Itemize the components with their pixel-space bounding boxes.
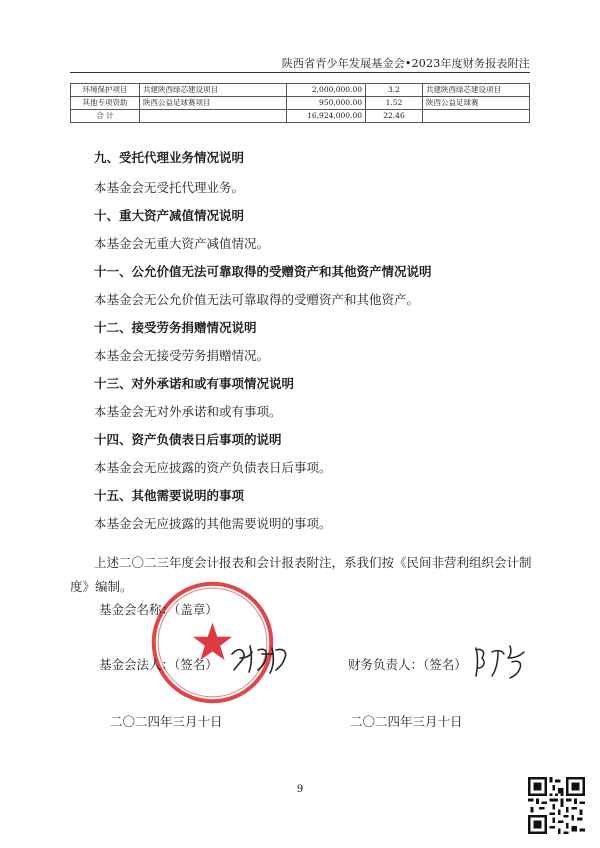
legal-rep-label: 基金会法人：（签名） <box>99 657 218 672</box>
header-rule <box>70 72 530 73</box>
table-total-row <box>71 110 530 123</box>
date-left: 二〇二四年三月十日 <box>110 714 223 729</box>
table-cell-project: 陕西公益足球赛项目 <box>140 97 287 110</box>
section-9-body: 本基金会无受托代理业务。 <box>94 180 245 195</box>
table-cell-project <box>140 110 287 123</box>
section-9-title: 九、受托代理业务情况说明 <box>94 150 245 165</box>
table-cell-category: 其他专项资助 <box>71 97 140 110</box>
table-cell-amount: 2,000,000.00 <box>287 84 366 97</box>
table-cell-note: 共建陕西绿芯建设项目 <box>423 84 530 97</box>
section-13-title: 十三、对外承诺和或有事项情况说明 <box>94 376 295 391</box>
table-row <box>71 84 530 97</box>
table-cell-amount: 16,924,000.00 <box>287 110 366 123</box>
finance-head-label: 财务负责人：（签名） <box>348 657 467 672</box>
closing-statement-line1: 上述二〇二三年度会计报表和会计报表附注，系我们按《民间非营利组织会计制 <box>94 555 532 570</box>
project-table <box>70 83 530 123</box>
table-cell-percent: 22.46 <box>366 110 423 123</box>
section-10-body: 本基金会无重大资产减值情况。 <box>94 236 270 251</box>
date-right: 二〇二四年三月十日 <box>350 714 463 729</box>
table-cell-percent: 3.2 <box>366 84 423 97</box>
section-15-body: 本基金会无应披露的其他需要说明的事项。 <box>94 516 332 531</box>
section-12-title: 十二、接受劳务捐赠情况说明 <box>94 320 257 335</box>
table-row <box>71 97 530 110</box>
section-13-body: 本基金会无对外承诺和或有事项。 <box>94 404 282 419</box>
section-11-body: 本基金会无公允价值无法可靠取得的受赠资产和其他资产。 <box>94 292 420 307</box>
table-cell-percent: 1.52 <box>366 97 423 110</box>
table-cell-note <box>423 110 530 123</box>
table-cell-category: 合 计 <box>71 110 140 123</box>
page-number: 9 <box>296 784 304 795</box>
section-14-title: 十四、资产负债表日后事项的说明 <box>94 432 282 447</box>
finance-head-signature <box>470 640 530 680</box>
qr-code <box>528 777 585 834</box>
table-cell-note: 陕西公益足球赛 <box>423 97 530 110</box>
org-name-label: 基金会名称：（盖章） <box>99 602 218 617</box>
legal-rep-signature <box>228 640 290 676</box>
running-header: 陕西省青少年发展基金会•2023年度财务报表附注 <box>281 57 530 70</box>
section-15-title: 十五、其他需要说明的事项 <box>94 488 245 503</box>
table-cell-category: 环境保护项目 <box>71 84 140 97</box>
table-cell-project: 共建陕西绿芯建设项目 <box>140 84 287 97</box>
table-cell-amount: 950,000.00 <box>287 97 366 110</box>
section-11-title: 十一、公允价值无法可靠取得的受赠资产和其他资产情况说明 <box>94 264 432 279</box>
section-14-body: 本基金会无应披露的资产负债表日后事项。 <box>94 460 332 475</box>
section-12-body: 本基金会无接受劳务捐赠情况。 <box>94 348 270 363</box>
closing-statement-line2: 度》编制。 <box>70 579 133 594</box>
section-10-title: 十、重大资产减值情况说明 <box>94 208 245 223</box>
